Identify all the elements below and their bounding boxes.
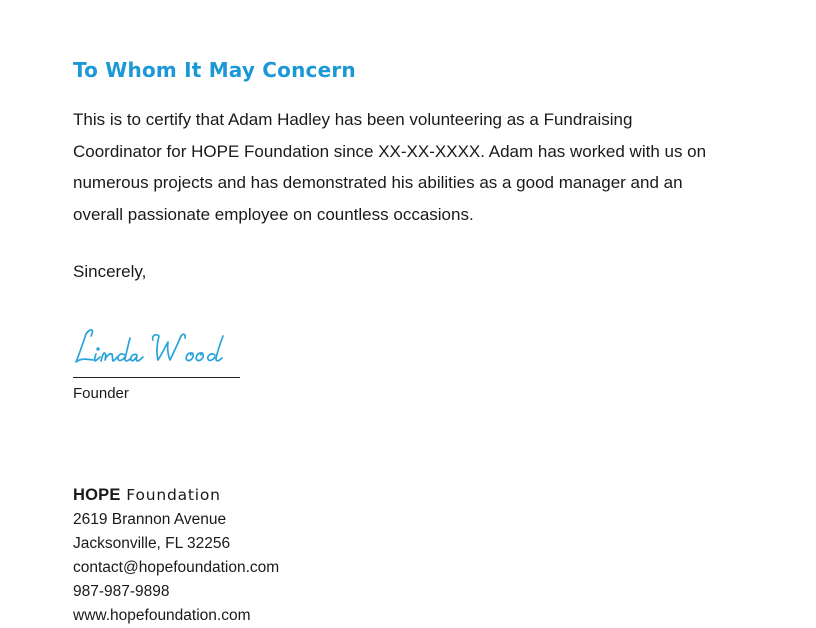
handwritten-signature	[73, 322, 243, 372]
phone-text: 987-987-9898	[73, 583, 170, 600]
closing-text: Sincerely,	[73, 262, 147, 281]
organization-name-rest: Foundation	[120, 486, 221, 504]
address-line-2: Jacksonville, FL 32256	[73, 535, 231, 552]
address-line-1: 2619 Brannon Avenue	[73, 511, 227, 528]
signer-title: Founder	[73, 385, 129, 402]
website-text: www.hopefoundation.com	[73, 607, 251, 624]
organization-name-bold: HOPE	[73, 486, 121, 504]
email-text: contact@hopefoundation.com	[73, 559, 280, 576]
organization-contact-block	[73, 484, 279, 628]
organization-name	[73, 484, 279, 508]
salutation-heading: To Whom It May Concern	[73, 58, 356, 82]
signature-line	[73, 377, 240, 378]
letter-body: This is to certify that Adam Hadley has been volunteering as a Fundraising Coordinator for HOPE Foundation since XX-XX-XXXX. Adam has worked with us on numerous projects and has demonstrated his abilities as a good manager and an overall passionate employee on countless occasions.	[73, 110, 707, 225]
